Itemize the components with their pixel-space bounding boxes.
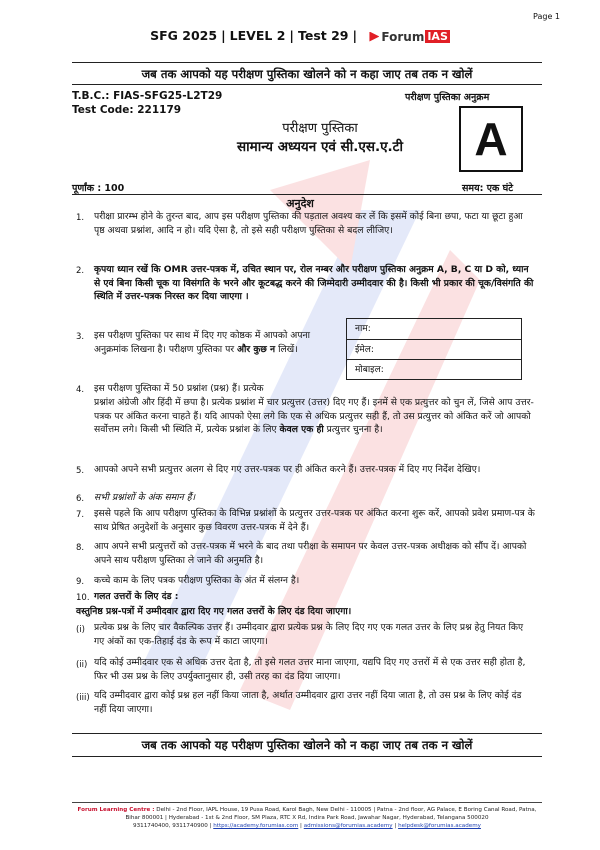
- divider: [72, 733, 542, 734]
- candidate-details-box[interactable]: [346, 318, 522, 380]
- booklet-sequence-label: परीक्षण पुस्तिका अनुक्रम: [405, 92, 490, 103]
- instructions-title: अनुदेश: [286, 197, 314, 210]
- instruction-4a: इस परीक्षण पुस्तिका में 50 प्रश्नांश (प्रश्न) हैं। प्रत्येक: [94, 383, 264, 394]
- instruction-7: इससे पहले कि आप परीक्षण पुस्तिका के विभिन्न प्रश्नांशों के प्रत्युत्तर उत्तर-पत्रक पर अंकित करना शुरू करें, आपको प्रवेश प्रमाण-पत्र के साथ प्रेषित अनुदेशों के अनुसार कुछ विवरण उत्तर-पत्रक में देने हैं।: [94, 508, 535, 533]
- instruction-10-penalty-note: वस्तुनिष्ठ प्रश्न-पत्रों में उम्मीदवार द्वारा दिए गए गलत उत्तरों के लिए दंड दिया जाएगा।: [76, 606, 352, 617]
- instruction-8: आप अपने सभी प्रत्युत्तरों को उत्तर-पत्रक में भरने के बाद तथा परीक्षा के समापन पर केवल उत्तर-पत्रक अधीक्षक को सौंप दें। आपको अपने साथ परीक्षण पुस्तिका ले जाने की अनुमति है।: [94, 541, 527, 566]
- forumias-logo: Forum IAS: [369, 30, 449, 44]
- item-number: 7.: [76, 510, 85, 520]
- sub-item-number: (i): [76, 625, 85, 635]
- divider: [72, 62, 542, 63]
- do-not-open-warning: जब तक आपको यह परीक्षण पुस्तिका खोलने को न कहा जाए तब तक न खोलें: [141, 67, 473, 81]
- divider: [72, 194, 542, 195]
- item-number: 10.: [76, 593, 90, 603]
- footer-contact: Forum Learning Centre : Delhi - 2nd Floor, IAPL House, 19 Pusa Road, Karol Bagh, New Delhi - 110005 | Patna - 2nd floor, AG Palace, E Boring Canal Road, Patna, Bihar 800001 | Hyderabad - 1st & 2nd Floor, SM Plaza, RTC X Rd, Indira Park Road, Jawahar Nagar, Hyderabad, Telangana 500020 9311740400, 9311740900 | https://academy.forumias.com | admissions@forumias.academy | helpdesk@forumias.academy: [77, 807, 537, 829]
- footer-addresses: Delhi - 2nd Floor, IAPL House, 19 Pusa Road, Karol Bagh, New Delhi - 110005 | Patna - 2nd floor, AG Palace, E Boring Canal Road, Patna, Bihar 800001 | Hyderabad - 1st & 2nd Floor, SM Plaza, RTC X Rd, Indira Park Road, Jawahar Nagar, Hyderabad, Telangana 500020: [125, 807, 537, 821]
- mobile-field[interactable]: मोबाइल:: [355, 365, 384, 376]
- footer-divider: [72, 802, 542, 803]
- divider: [72, 84, 542, 85]
- footer-admissions-email[interactable]: admissions@forumias.academy: [303, 823, 393, 829]
- penalty-rule-ii: यदि कोई उम्मीदवार एक से अधिक उत्तर देता है, तो इसे गलत उत्तर माना जाएगा, यद्यपि दिए गए उत्तरों में से एक उत्तर सही होता है, फिर भी उस प्रश्न के लिए उपर्युक्तानुसार ही, उसी तरह का दंड दिया जाएगा।: [94, 657, 526, 682]
- tbc-code: T.B.C.: FIAS-SFG25-L2T29: [72, 90, 223, 102]
- footer-helpdesk-email[interactable]: helpdesk@forumias.academy: [398, 823, 481, 829]
- footer-label: Forum Learning Centre :: [77, 807, 155, 813]
- page-number: Page 1: [533, 12, 560, 21]
- footer-phones: 9311740400, 9311740900: [133, 823, 208, 829]
- test-code: Test Code: 221179: [72, 104, 182, 116]
- instruction-2: कृपया ध्यान रखें कि OMR उत्तर-पत्रक में, उचित स्थान पर, रोल नम्बर और परीक्षण पुस्तिका अनुक्रम A, B, C या D को, ध्यान से एवं बिना किसी चूक या विसंगति के भरने और कूटबद्ध करने की जिम्मेदारी उम्मीदवार की है। किसी भी प्रकार की चूक/विसंगति की स्थिति में उत्तर-पत्रक निरस्त कर दिया जाएगा ।: [94, 264, 534, 303]
- booklet-subtitle: सामान्य अध्ययन एवं सी.एस.ए.टी: [237, 139, 403, 155]
- test-label: Test 29: [297, 28, 349, 43]
- sub-item-number: (ii): [76, 660, 88, 670]
- test-header: SFG 2025 | LEVEL 2 | Test 29 | Forum IAS: [150, 28, 448, 44]
- instruction-6: सभी प्रश्नांशों के अंक समान हैं।: [94, 492, 196, 503]
- instruction-4b: प्रश्नांश अंग्रेजी और हिंदी में छपा है। प्रत्येक प्रश्नांश में चार प्रत्युत्तर (उत्तर) दिए गए हैं। इनमें से एक प्रत्युत्तर को चुन लें, जिसे आप उत्तर-पत्रक पर अंकित करना चाहते हैं। यदि आपको ऐसा लगे कि एक से अधिक प्रत्युत्तर सही हैं, तो उस प्रत्युत्तर को अंकित करें जो आपको सर्वोत्तम लगे। किसी भी स्थिति में, प्रत्येक प्रश्नांश के लिए केवल एक ही प्रत्युत्तर चुनना है।: [94, 397, 534, 436]
- instruction-1: परीक्षा प्रारम्भ होने के तुरन्त बाद, आप इस परीक्षण पुस्तिका की पड़ताल अवश्य कर लें कि इसमें कोई बिना छपा, फटा या छूटा हुआ पृष्ठ अथवा प्रश्नांश, आदि न हो। यदि ऐसा है, तो इसे सही परीक्षण पुस्तिका से बदल लीजिए।: [94, 211, 523, 236]
- program-name: SFG 2025: [150, 28, 218, 43]
- divider: [72, 756, 542, 757]
- instruction-5: आपको अपने सभी प्रत्युत्तर अलग से दिए गए उत्तर-पत्रक पर ही अंकित करने हैं। उत्तर-पत्रक में दिए गए निर्देश देखिए।: [94, 464, 481, 475]
- item-number: 8.: [76, 543, 85, 553]
- penalty-rule-i: प्रत्येक प्रश्न के लिए चार वैकल्पिक उत्तर हैं। उम्मीदवार द्वारा प्रत्येक प्रश्न के लिए दिए गए एक गलत उत्तर के लिए प्रश्न हेतु नियत किए गए अंकों का एक-तिहाई दंड के रूप में काटा जाएगा।: [94, 622, 524, 647]
- item-number: 4.: [76, 385, 85, 395]
- booklet-title: परीक्षण पुस्तिका: [282, 121, 358, 136]
- forum-logo-icon: [369, 32, 379, 42]
- max-marks: पूर्णांक : 100: [72, 183, 125, 194]
- booklet-series-box: A: [459, 106, 523, 172]
- level-label: LEVEL 2: [229, 28, 286, 43]
- instruction-3: इस परीक्षण पुस्तिका पर साथ में दिए गए कोष्ठक में आपको अपना अनुक्रमांक लिखना है। परीक्षण पुस्तिका पर और कुछ न लिखें।: [94, 330, 310, 355]
- footer-website-link[interactable]: https://academy.forumias.com: [213, 823, 299, 829]
- item-number: 2.: [76, 266, 85, 276]
- do-not-open-warning-bottom: जब तक आपको यह परीक्षण पुस्तिका खोलने को न कहा जाए तब तक न खोलें: [141, 738, 473, 752]
- sub-item-number: (iii): [76, 693, 90, 703]
- instruction-9: कच्चे काम के लिए पत्रक परीक्षण पुस्तिका के अंत में संलग्न है।: [94, 575, 300, 586]
- item-number: 9.: [76, 577, 85, 587]
- time-allowed: समय: एक घंटे: [462, 183, 513, 194]
- penalty-rule-iii: यदि उम्मीदवार द्वारा कोई प्रश्न हल नहीं किया जाता है, अर्थात उम्मीदवार द्वारा उत्तर नहीं दिया जाता है, तो उस प्रश्न के लिए कोई दंड नहीं दिया जाएगा।: [94, 690, 522, 715]
- item-number: 5.: [76, 466, 85, 476]
- item-number: 1.: [76, 213, 85, 223]
- item-number: 3.: [76, 332, 85, 342]
- email-field[interactable]: ईमेल:: [347, 340, 521, 361]
- name-field[interactable]: नाम:: [347, 319, 521, 340]
- item-number: 6.: [76, 494, 85, 504]
- instruction-10-heading: गलत उत्तरों के लिए दंड :: [94, 591, 179, 602]
